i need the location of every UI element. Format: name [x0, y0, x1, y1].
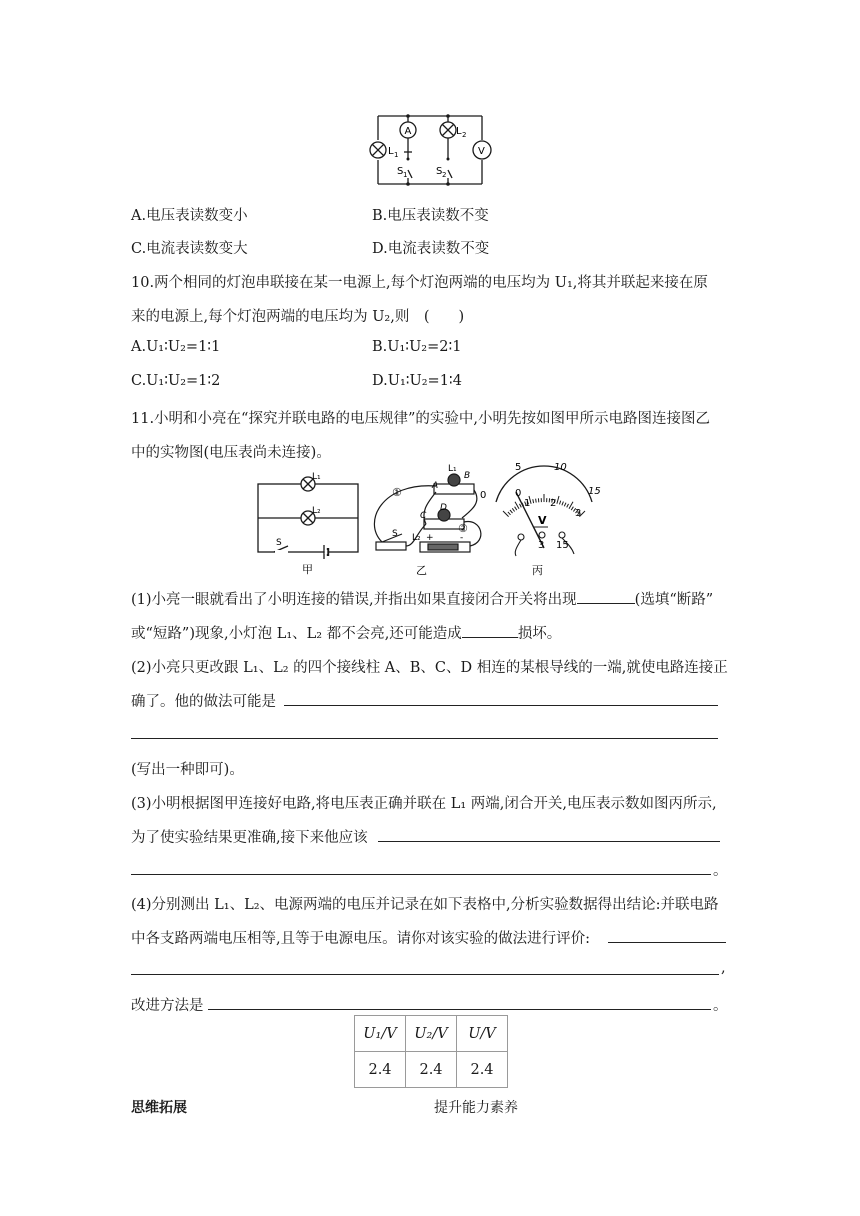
q10-stem-line2: 来的电源上,每个灯泡两端的电压均为 U₂,则 ( ) — [131, 309, 465, 325]
terminal-3: 3 — [538, 540, 545, 551]
dial-tick — [567, 504, 569, 508]
q11-part4-blank-c[interactable] — [208, 1009, 711, 1010]
voltmeter-label: V — [478, 146, 485, 157]
q11-part1-blank2[interactable] — [462, 623, 518, 638]
q11-part4-line2 — [131, 927, 590, 948]
table-cell-u1: 2.4 — [355, 1052, 406, 1088]
scale-top-15: 15 — [588, 486, 601, 497]
q11-part3-end: 。 — [713, 863, 728, 879]
q11-part1-text-c: 或“短路”)现象,小灯泡 L₁、L₂ 都不会亮,还可能造成 — [131, 626, 462, 642]
lamp1-sub: 1 — [394, 151, 399, 159]
dial-tick — [503, 511, 509, 517]
s2-sub: 2 — [442, 171, 447, 179]
q11-part2-line2 — [131, 690, 276, 711]
yi-caption: 乙 — [416, 564, 427, 577]
yi-s-label: S — [392, 529, 398, 539]
q11-part4-text-c: 改进方法是 — [131, 998, 204, 1014]
yi-d-label: D — [440, 503, 447, 513]
jia-l1-label: L₁ — [312, 472, 321, 482]
lamp2-sub: 2 — [462, 131, 467, 139]
q11-part3-line2 — [131, 826, 368, 847]
q9-option-b[interactable]: B.电压表读数不变 — [372, 208, 489, 224]
jia-caption: 甲 — [302, 563, 313, 576]
dial-tick — [562, 502, 564, 506]
figure-jia-circuit — [254, 466, 366, 578]
bing-caption: 丙 — [532, 564, 543, 577]
q11-part4-blank-a[interactable] — [608, 942, 726, 943]
figure-bing-voltmeter — [476, 462, 612, 578]
q10-option-b[interactable]: B.U₁∶U₂=2∶1 — [372, 339, 462, 355]
scale-top-10: 10 — [554, 462, 567, 473]
section-heading-left: 思维拓展 — [131, 1100, 187, 1116]
q11-part2-blank-b[interactable] — [131, 738, 718, 739]
yi-minus-label: - — [460, 533, 464, 543]
figure-yi-wiring — [362, 462, 488, 578]
dial-tick — [520, 504, 522, 508]
dial-tick — [571, 507, 573, 510]
scale-bottom-2: 2 — [550, 498, 557, 509]
q9-circuit-diagram — [368, 112, 492, 190]
yi-plus-label: + — [426, 533, 434, 543]
q10-option-a[interactable]: A.U₁∶U₂=1∶1 — [131, 339, 221, 355]
table-header-row — [355, 1016, 508, 1052]
q11-part2-line4: (写出一种即可)。 — [131, 762, 244, 778]
q9-option-a[interactable]: A.电压表读数变小 — [131, 208, 248, 224]
q11-part4-line1: (4)分别测出 L₁、L₂、电源两端的电压并记录在如下表格中,分析实验数据得出结论:并联电路 — [131, 897, 719, 913]
yi-l2-label: L₂ — [412, 533, 421, 543]
dial-tick — [508, 512, 511, 515]
q11-part4-comma: , — [721, 960, 726, 976]
voltage-data-table — [354, 1015, 508, 1088]
lamp2-label: L — [456, 126, 462, 137]
q11-part2-blank-a[interactable] — [284, 705, 718, 706]
q9-option-d[interactable]: D.电流表读数不变 — [372, 241, 490, 257]
terminal-15: 15 — [556, 540, 569, 551]
scale-top-5: 5 — [515, 462, 522, 473]
yi-a-label: A — [432, 481, 439, 491]
s1-sub: 1 — [403, 171, 408, 179]
jia-s-label: S — [276, 538, 282, 548]
dial-tick — [536, 499, 537, 503]
dial-tick — [533, 499, 534, 503]
q11-part1-text-a: (1)小亮一眼就看出了小明连接的错误,并指出如果直接闭合开关将出现 — [131, 592, 577, 608]
scale-top-0: 0 — [480, 490, 487, 501]
jia-l2-label: L₂ — [312, 506, 321, 516]
dial-tick — [515, 507, 517, 510]
scale-bottom-0: 0 — [515, 488, 522, 499]
table-header-u: U/V — [457, 1016, 508, 1052]
yi-wire2-label: ② — [458, 522, 468, 535]
q11-part3-line1: (3)小明根据图甲连接好电路,将电压表正确并联在 L₁ 两端,闭合开关,电压表示数如图丙所示, — [131, 796, 717, 812]
q11-part4-end: 。 — [713, 998, 728, 1014]
q10-option-d[interactable]: D.U₁∶U₂=1∶4 — [372, 373, 462, 389]
lamp1-label: L — [388, 146, 394, 157]
q11-part2-line1: (2)小亮只更改跟 L₁、L₂ 的四个接线柱 A、B、C、D 相连的某根导线的一端,就使电路连接正 — [131, 660, 728, 676]
dial-tick — [564, 503, 566, 507]
section-heading-center: 提升能力素养 — [434, 1100, 518, 1116]
s1-label: S — [397, 166, 404, 177]
ammeter-label: A — [404, 126, 412, 137]
q11-part3-blank-a[interactable] — [378, 841, 720, 842]
scale-bottom-1: 1 — [524, 498, 531, 509]
q10-option-c[interactable]: C.U₁∶U₂=1∶2 — [131, 373, 221, 389]
q11-part1-blank1[interactable] — [577, 589, 635, 604]
q11-part1-text-d: 损坏。 — [517, 626, 562, 642]
q11-part3-blank-b[interactable] — [131, 874, 711, 875]
q11-stem-line1: 11.小明和小亮在“探究并联电路的电压规律”的实验中,小明先按如图甲所示电路图连接图乙 — [131, 411, 710, 427]
scale-bottom-3: 3 — [575, 508, 582, 519]
q11-part4-line4 — [131, 994, 204, 1015]
q11-part1-text-b: (选填“断路” — [634, 592, 714, 608]
table-header-u1: U₁/V — [355, 1016, 406, 1052]
yi-wire1-label: ① — [392, 486, 402, 499]
dial-tick — [510, 510, 513, 513]
q11-part1-line2 — [131, 622, 561, 643]
s2-label: S — [436, 166, 443, 177]
dial-tick — [557, 496, 559, 504]
q11-part4-text-b: 中各支路两端电压相等,且等于电源电压。请你对该实验的做法进行评价: — [131, 931, 590, 947]
table-cell-u2: 2.4 — [406, 1052, 457, 1088]
q11-part3-text-b: 为了使实验结果更准确,接下来他应该 — [131, 830, 368, 846]
q10-stem-line1: 10.两个相同的灯泡串联接在某一电源上,每个灯泡两端的电压均为 U₁,将其并联起来接在原 — [131, 275, 708, 291]
table-row — [355, 1052, 508, 1088]
yi-l1-label: L₁ — [448, 464, 457, 474]
yi-b-label: B — [464, 471, 471, 481]
q11-part1-line1 — [131, 588, 713, 609]
table-cell-u: 2.4 — [457, 1052, 508, 1088]
meter-unit: V — [538, 514, 547, 527]
q11-stem-line2: 中的实物图(电压表尚未连接)。 — [131, 445, 331, 461]
q9-option-c[interactable]: C.电流表读数变大 — [131, 241, 248, 257]
q11-part4-blank-b[interactable] — [131, 974, 719, 975]
dial-tick — [512, 508, 514, 511]
table-header-u2: U₂/V — [406, 1016, 457, 1052]
dial-tick — [560, 501, 561, 505]
yi-c-label: C — [420, 511, 427, 521]
q11-part2-text-b: 确了。他的做法可能是 — [131, 694, 276, 710]
